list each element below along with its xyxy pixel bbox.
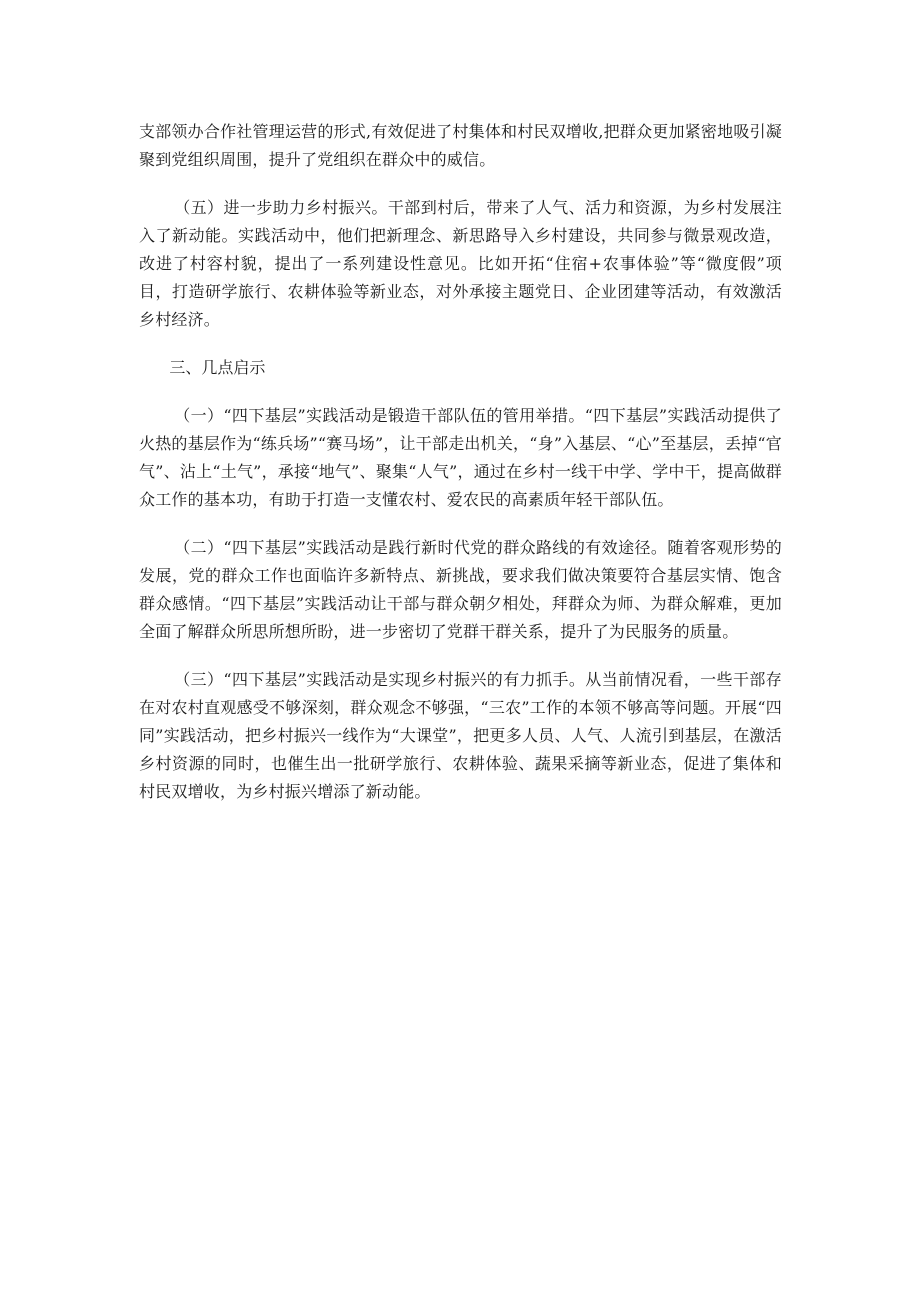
document-body xyxy=(139,118,782,826)
paragraph-continuation: 支部领办合作社管理运营的形式,有效促进了村集体和村民双增收,把群众更加紧密地吸引凝聚到党组织周围，提升了党组织在群众中的威信。 xyxy=(139,122,782,169)
paragraph-insight-2: （二）“四下基层”实践活动是践行新时代党的群众路线的有效途径。随着客观形势的发展，党的群众工作也面临许多新特点、新挑战，要求我们做决策要符合基层实情、饱含群众感情。“四下基层”实践活动让干部与群众朝夕相处，拜群众为师、为群众解难，更加全面了解群众所思所想所盼，进一步密切了党群干群关系，提升了为民服务的质量。 xyxy=(139,538,782,641)
paragraph-insight-3: （三）“四下基层”实践活动是实现乡村振兴的有力抓手。从当前情况看，一些干部存在对农村直观感受不够深刻，群众观念不够强，“三农”工作的本领不够高等问题。开展“四同”实践活动，把乡村振兴一线作为“大课堂”，把更多人员、人气、人流引到基层，在激活乡村资源的同时，也催生出一批研学旅行、农耕体验、蔬果采摘等新业态，促进了集体和村民双增收，为乡村振兴增添了新动能。 xyxy=(139,670,782,801)
paragraph-rural-revitalization: （五）进一步助力乡村振兴。干部到村后，带来了人气、活力和资源，为乡村发展注入了新动能。实践活动中，他们把新理念、新思路导入乡村建设，共同参与微景观改造，改进了村容村貌，提出了一系列建设性意见。比如开拓“住宿+农事体验”等“微度假”项目，打造研学旅行、农耕体验等新业态，对外承接主题党日、企业团建等活动，有效激活乡村经济。 xyxy=(139,198,782,329)
section-heading-insights: 三、几点启示 xyxy=(169,358,266,377)
paragraph-insight-1: （一）“四下基层”实践活动是锻造干部队伍的管用举措。“四下基层”实践活动提供了火热的基层作为“练兵场”“赛马场”，让干部走出机关，“身”入基层、“心”至基层，丢掉“官气”、沾上“土气”，承接“地气”、聚集“人气”，通过在乡村一线干中学、学中干，提高做群众工作的基本功，有助于打造一支懂农村、爱农民的高素质年轻干部队伍。 xyxy=(139,406,782,509)
